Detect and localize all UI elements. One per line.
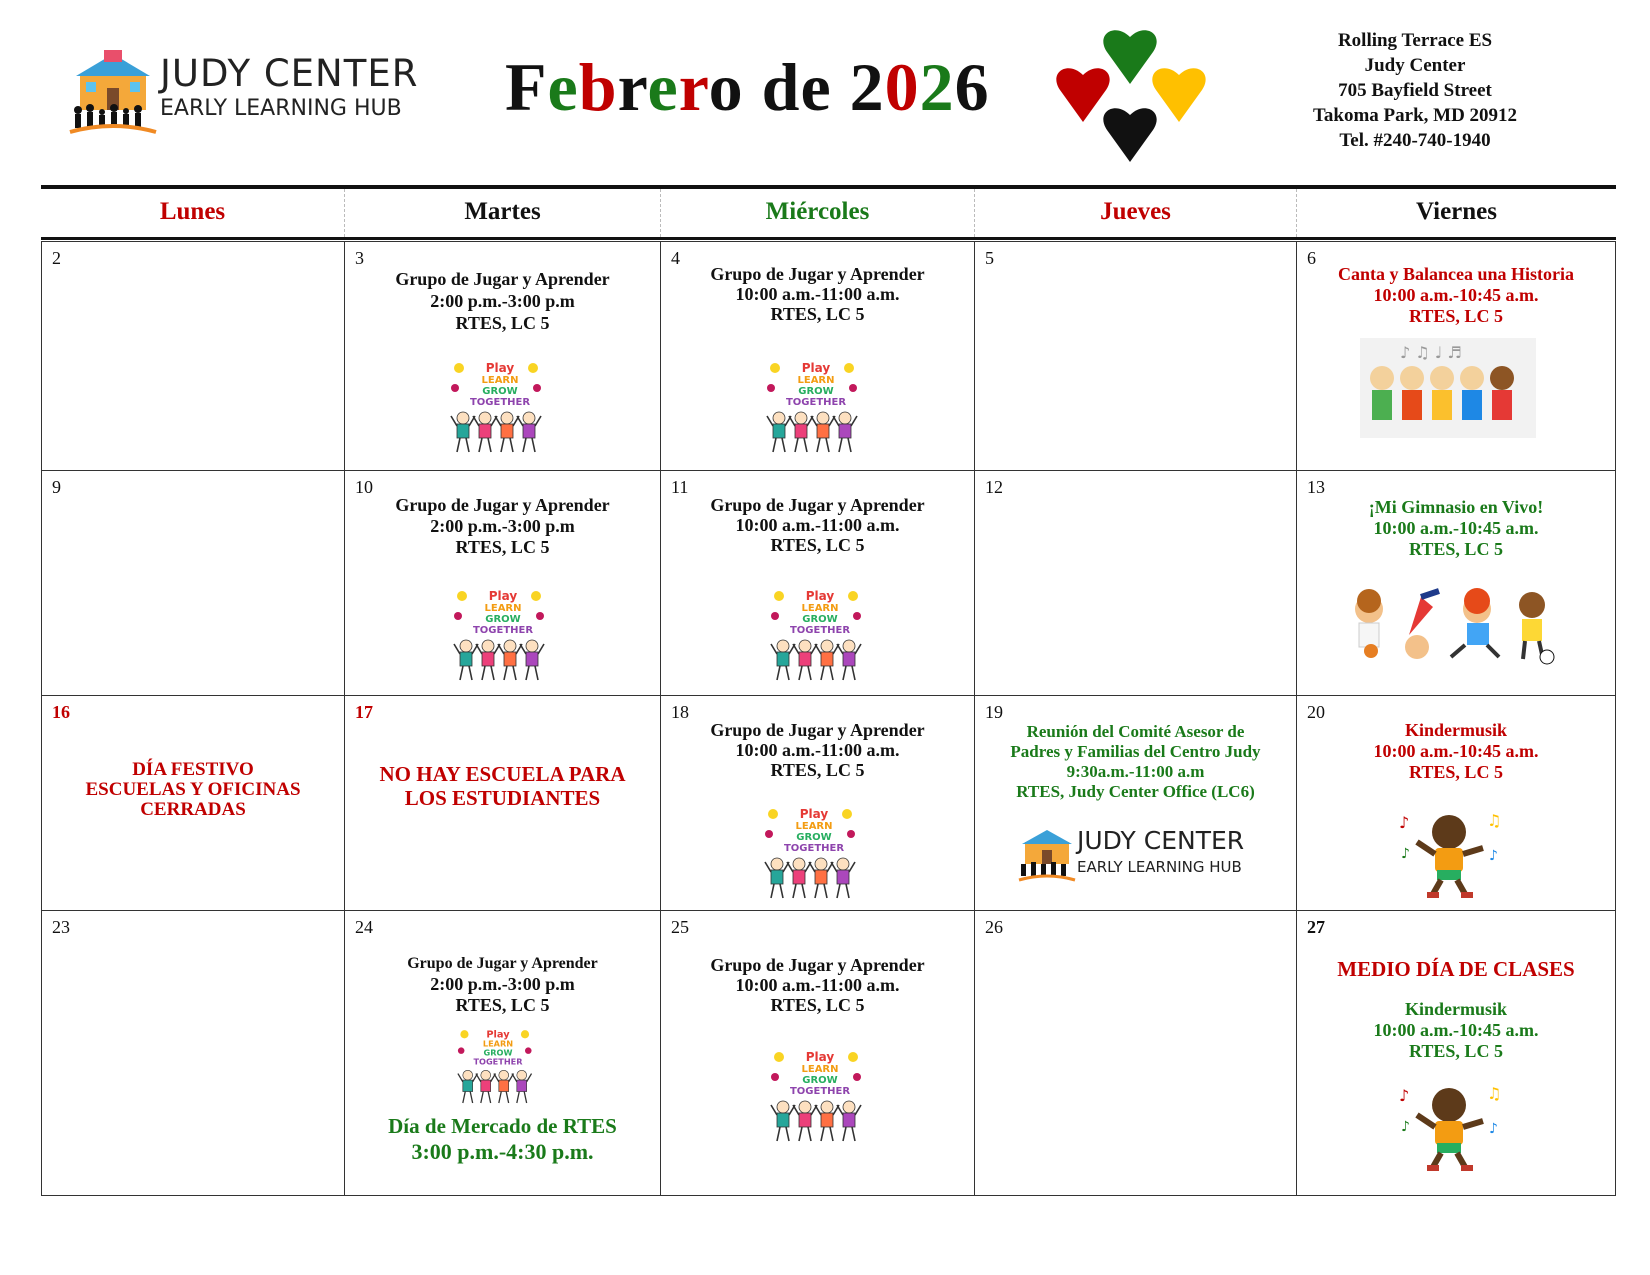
event-time: 10:00 a.m.-11:00 a.m. (735, 740, 900, 760)
dancing-boy-image (1397, 1081, 1507, 1173)
svg-text:♪: ♪ (1401, 846, 1410, 862)
city-state: Takoma Park, MD 20912 (1312, 105, 1518, 126)
kid-body (501, 424, 513, 438)
flower-icon (767, 384, 775, 392)
svg-text:♪ ♫ ♩ ♬: ♪ ♫ ♩ ♬ (1400, 343, 1462, 362)
day-cell-9[interactable] (41, 470, 345, 696)
event-title: Kindermusik (1404, 999, 1508, 1019)
svg-text:♪: ♪ (1489, 848, 1498, 864)
flower-icon (853, 1073, 861, 1081)
flower-icon (451, 384, 459, 392)
day-number: 12 (985, 477, 1003, 497)
kid-body (821, 1113, 833, 1127)
kid-body (499, 1080, 509, 1091)
kid-head (773, 412, 785, 424)
event-title: Grupo de Jugar y Aprender (407, 955, 598, 972)
kid-head (460, 640, 472, 652)
event-location: RTES, LC 5 (770, 304, 865, 324)
event-location: RTES, LC 5 (770, 995, 865, 1015)
event-title: Grupo de Jugar y Aprender (710, 264, 925, 284)
word-learn: LEARN (795, 821, 833, 832)
event-location: RTES, LC 5 (455, 537, 550, 557)
day-number: 25 (671, 917, 689, 937)
singing-children-image (1360, 338, 1536, 438)
word-learn: LEARN (484, 603, 522, 614)
word-grow: GROW (796, 832, 832, 843)
no-school-notice (345, 762, 660, 810)
kid-head (793, 858, 805, 870)
event-location: RTES, LC 5 (455, 995, 550, 1015)
event-play-group (661, 264, 974, 324)
word-learn: LEARN (482, 1038, 514, 1049)
kid-body (799, 1113, 811, 1127)
event-time: 9:30a.m.-11:00 a.m (1066, 762, 1205, 781)
svg-text:♪: ♪ (1401, 1119, 1410, 1135)
sun-icon (848, 1052, 858, 1062)
play-learn-grow-image (448, 586, 558, 686)
kid-body (777, 652, 789, 666)
day-cell-23[interactable] (41, 910, 345, 1196)
sun-icon (774, 1052, 784, 1062)
title-letter: 6 (954, 49, 990, 125)
day-cell-20[interactable] (1296, 695, 1616, 911)
day-cell-19[interactable] (974, 695, 1297, 911)
day-cell-10[interactable] (344, 470, 661, 696)
kid-head (799, 1101, 811, 1113)
kid-body (771, 870, 783, 884)
flower-icon (849, 384, 857, 392)
word-together: TOGETHER (789, 1086, 851, 1097)
day-cell-12[interactable] (974, 470, 1297, 696)
kid-head (777, 1101, 789, 1113)
kid-head (463, 1070, 473, 1080)
phone: Tel. #240-740-1940 (1339, 130, 1491, 151)
kid-head (817, 412, 829, 424)
kid-head (517, 1070, 527, 1080)
kid-head (843, 1101, 855, 1113)
sun-icon (774, 591, 784, 601)
event-time: 10:00 a.m.-11:00 a.m. (735, 515, 900, 535)
event-time: 3:00 p.m.-4:30 p.m. (411, 1139, 594, 1164)
event-time: 10:00 a.m.-11:00 a.m. (735, 975, 900, 995)
event-location: RTES, LC 5 (1409, 306, 1503, 326)
header-jueves: Jueves (974, 189, 1296, 237)
title-letter: d (761, 49, 801, 125)
event-title: Reunión del Comité Asesor de (1026, 722, 1245, 741)
event-kindermusik (1297, 720, 1615, 783)
sun-icon (848, 591, 858, 601)
sun-icon (460, 1030, 468, 1038)
event-title: Grupo de Jugar y Aprender (395, 495, 610, 515)
kid-body (482, 652, 494, 666)
event-time: 2:00 p.m.-3:00 p.m (430, 291, 575, 311)
holiday-line: CERRADAS (140, 799, 246, 820)
play-learn-grow-art (761, 358, 871, 458)
day-number: 10 (355, 477, 373, 497)
word-play: Play (485, 361, 515, 375)
flower-icon (771, 612, 779, 620)
day-cell-25[interactable] (660, 910, 975, 1196)
day-cell-24[interactable] (344, 910, 661, 1196)
play-learn-grow-image (765, 586, 875, 686)
event-time: 2:00 p.m.-3:00 p.m (430, 974, 575, 994)
sun-icon (528, 363, 538, 373)
word-together: TOGETHER (472, 625, 534, 636)
flower-icon (765, 830, 773, 838)
day-number: 13 (1307, 477, 1325, 497)
flower-icon (454, 612, 462, 620)
logo-title: JUDY CENTER (1077, 826, 1245, 855)
title-letter: b (578, 49, 618, 125)
flower-icon (533, 384, 541, 392)
day-cell-16[interactable] (41, 695, 345, 911)
event-play-group (661, 955, 974, 1015)
event-play-group (661, 720, 974, 780)
header-martes: Martes (344, 189, 660, 237)
kid-head (839, 412, 851, 424)
school-building-icon (68, 48, 158, 138)
title-letter: 0 (884, 49, 920, 125)
red-heart-icon (1056, 68, 1109, 122)
word-grow: GROW (482, 386, 518, 397)
school-address (1285, 28, 1545, 153)
notice-line: LOS ESTUDIANTES (404, 786, 601, 810)
kid-head (795, 412, 807, 424)
play-learn-grow-art (445, 358, 555, 458)
title-letter: r (678, 49, 709, 125)
word-play: Play (801, 361, 831, 375)
word-play: Play (799, 807, 829, 821)
flower-icon (525, 1047, 532, 1054)
day-number: 24 (355, 917, 373, 937)
svg-text:♪: ♪ (1399, 813, 1410, 832)
green-heart-icon (1103, 30, 1156, 84)
logo-title: JUDY CENTER (160, 52, 419, 95)
exercising-kids-image (1347, 587, 1557, 667)
kid-head (499, 1070, 509, 1080)
kid-body (777, 1113, 789, 1127)
street: 705 Bayfield Street (1338, 80, 1492, 101)
word-together: TOGETHER (785, 397, 847, 408)
kid-head (821, 1101, 833, 1113)
word-together: TOGETHER (473, 1056, 523, 1067)
event-location: RTES, LC 5 (1409, 1041, 1503, 1061)
event-title: Día de Mercado de RTES (388, 1114, 617, 1138)
word-learn: LEARN (801, 1064, 839, 1075)
word-play: Play (488, 589, 518, 603)
svg-text:♪: ♪ (1399, 1086, 1410, 1105)
event-title: Grupo de Jugar y Aprender (710, 955, 925, 975)
word-play: Play (805, 589, 835, 603)
flower-icon (458, 1047, 465, 1054)
flower-icon (847, 830, 855, 838)
event-time: 10:00 a.m.-10:45 a.m. (1373, 741, 1539, 761)
kid-head (837, 858, 849, 870)
kid-body (460, 652, 472, 666)
day-cell-26[interactable] (974, 910, 1297, 1196)
kid-body (526, 652, 538, 666)
event-title: Padres y Familias del Centro Judy (1010, 742, 1261, 761)
sun-icon (521, 1030, 529, 1038)
header-viernes: Viernes (1296, 189, 1616, 237)
kid-body (523, 424, 535, 438)
sun-icon (531, 591, 541, 601)
title-letter: F (505, 49, 548, 125)
word-play: Play (805, 1050, 835, 1064)
black-heart-icon (1103, 108, 1156, 162)
word-learn: LEARN (481, 375, 519, 386)
day-cell-11[interactable] (660, 470, 975, 696)
page-title (505, 48, 990, 127)
day-number: 2 (52, 248, 61, 268)
event-title: Grupo de Jugar y Aprender (710, 720, 925, 740)
kid-head (482, 640, 494, 652)
day-number: 3 (355, 248, 364, 268)
kid-head (504, 640, 516, 652)
play-learn-grow-art (765, 586, 875, 686)
title-letter (744, 49, 762, 125)
yellow-heart-icon (1152, 68, 1205, 122)
holiday-title: DÍA FESTIVO (132, 759, 254, 780)
kid-body (837, 870, 849, 884)
event-time: 10:00 a.m.-10:45 a.m. (1373, 518, 1539, 538)
day-cell-17[interactable] (344, 695, 661, 911)
title-letter: e (800, 49, 832, 125)
event-time: 10:00 a.m.-10:45 a.m. (1373, 285, 1539, 305)
day-number: 4 (671, 248, 680, 268)
judy-center-logo-small (1017, 826, 1267, 882)
word-together: TOGETHER (469, 397, 531, 408)
day-cell-13[interactable] (1296, 470, 1616, 696)
day-cell-27[interactable] (1296, 910, 1616, 1196)
notice-line: NO HAY ESCUELA PARA (379, 762, 626, 786)
kid-head (843, 640, 855, 652)
school-name: Rolling Terrace ES (1337, 30, 1493, 51)
sun-icon (454, 363, 464, 373)
play-learn-grow-image (765, 1047, 875, 1147)
kid-body (457, 424, 469, 438)
event-advisory-meeting (975, 722, 1296, 802)
svg-text:♪: ♪ (1489, 1121, 1498, 1137)
word-together: TOGETHER (789, 625, 851, 636)
title-letter: r (617, 49, 648, 125)
event-time: 10:00 a.m.-10:45 a.m. (1373, 1020, 1539, 1040)
play-learn-grow-image (759, 804, 869, 904)
day-number: 23 (52, 917, 70, 937)
kid-head (771, 858, 783, 870)
header-lunes: Lunes (159, 198, 226, 225)
half-day-notice: MEDIO DÍA DE CLASES (1337, 957, 1575, 981)
day-number: 26 (985, 917, 1003, 937)
judy-center-logo (68, 48, 448, 138)
event-play-group (345, 268, 660, 334)
kid-body (773, 424, 785, 438)
kid-head (821, 640, 833, 652)
school-building-icon (1017, 826, 1077, 882)
event-market-day (345, 1113, 660, 1165)
kid-body (504, 652, 516, 666)
day-number: 11 (671, 477, 689, 497)
day-number: 18 (671, 702, 689, 722)
kid-body (481, 1080, 491, 1091)
day-number: 9 (52, 477, 61, 497)
title-letter (832, 49, 850, 125)
word-grow: GROW (802, 1075, 838, 1086)
event-play-group (345, 495, 660, 558)
holiday-notice (42, 760, 344, 820)
day-cell-18[interactable] (660, 695, 975, 911)
sun-icon (842, 809, 852, 819)
calendar-grid (41, 185, 1616, 1237)
event-location: RTES, Judy Center Office (LC6) (1016, 782, 1255, 801)
title-letter: o (708, 49, 744, 125)
svg-text:♫: ♫ (1487, 811, 1502, 830)
svg-text:♫: ♫ (1487, 1084, 1502, 1103)
sun-icon (457, 591, 467, 601)
event-location: RTES, LC 5 (770, 760, 865, 780)
holiday-line: ESCUELAS Y OFICINAS (85, 779, 301, 800)
kid-body (839, 424, 851, 438)
event-play-group (345, 953, 660, 1016)
sun-icon (844, 363, 854, 373)
event-time: 2:00 p.m.-3:00 p.m (430, 516, 575, 536)
title-letter: e (647, 49, 679, 125)
play-learn-grow-image (445, 358, 555, 458)
play-learn-grow-image (453, 1025, 543, 1109)
day-number: 20 (1307, 702, 1325, 722)
kid-head (526, 640, 538, 652)
event-title: ¡Mi Gimnasio en Vivo! (1368, 497, 1544, 517)
kid-head (457, 412, 469, 424)
event-title: Kindermusik (1404, 720, 1508, 740)
event-location: RTES, LC 5 (1409, 539, 1503, 559)
title-letter: e (547, 49, 579, 125)
kid-body (821, 652, 833, 666)
hearts-decoration (1055, 22, 1225, 167)
day-cell-3[interactable] (344, 241, 661, 471)
play-learn-grow-image (761, 358, 871, 458)
event-title: Grupo de Jugar y Aprender (710, 495, 925, 515)
event-play-group (661, 495, 974, 555)
kid-body (817, 424, 829, 438)
day-number: 16 (52, 702, 70, 722)
word-learn: LEARN (797, 375, 835, 386)
word-play: Play (486, 1029, 510, 1041)
kid-head (523, 412, 535, 424)
kid-body (795, 424, 807, 438)
kid-body (843, 1113, 855, 1127)
sun-icon (770, 363, 780, 373)
play-learn-grow-art (759, 804, 869, 904)
word-grow: GROW (798, 386, 834, 397)
kid-head (501, 412, 513, 424)
event-kindermusik (1297, 999, 1615, 1062)
word-grow: GROW (802, 614, 838, 625)
play-learn-grow-art (453, 1025, 543, 1109)
kid-body (799, 652, 811, 666)
kid-body (843, 652, 855, 666)
kid-head (815, 858, 827, 870)
event-location: RTES, LC 5 (455, 313, 550, 333)
word-learn: LEARN (801, 603, 839, 614)
day-number: 19 (985, 702, 1003, 722)
kid-body (815, 870, 827, 884)
event-gym-live (1297, 497, 1615, 560)
header-rule (41, 237, 1616, 240)
word-together: TOGETHER (783, 843, 845, 854)
title-letter: 2 (919, 49, 955, 125)
event-title: Grupo de Jugar y Aprender (395, 269, 610, 289)
header-miercoles: Miércoles (660, 189, 974, 237)
event-time: 10:00 a.m.-11:00 a.m. (735, 284, 900, 304)
day-cell-5[interactable] (974, 241, 1297, 471)
center-name: Judy Center (1364, 55, 1466, 76)
logo-subtitle: EARLY LEARNING HUB (1077, 858, 1242, 876)
word-grow: GROW (485, 614, 521, 625)
kid-head (479, 412, 491, 424)
day-cell-6[interactable] (1296, 241, 1616, 471)
sun-icon (768, 809, 778, 819)
dancing-boy-image (1397, 808, 1507, 900)
flower-icon (536, 612, 544, 620)
event-location: RTES, LC 5 (1409, 762, 1503, 782)
event-location: RTES, LC 5 (770, 535, 865, 555)
day-cell-4[interactable] (660, 241, 975, 471)
day-number: 6 (1307, 248, 1316, 268)
day-number: 5 (985, 248, 994, 268)
kid-body (463, 1080, 473, 1091)
kid-head (799, 640, 811, 652)
kid-body (479, 424, 491, 438)
day-number: 27 (1307, 917, 1325, 937)
kid-head (777, 640, 789, 652)
event-title: Canta y Balancea una Historia (1337, 264, 1574, 284)
day-cell-2[interactable] (41, 241, 345, 471)
day-number: 17 (355, 702, 373, 722)
play-learn-grow-art (448, 586, 558, 686)
kid-body (517, 1080, 527, 1091)
word-grow: GROW (483, 1047, 513, 1058)
flower-icon (853, 612, 861, 620)
kid-body (793, 870, 805, 884)
kid-head (481, 1070, 491, 1080)
play-learn-grow-art (765, 1047, 875, 1147)
flower-icon (771, 1073, 779, 1081)
title-letter: 2 (849, 49, 885, 125)
logo-subtitle: EARLY LEARNING HUB (160, 96, 402, 121)
event-sing-story (1297, 264, 1615, 327)
